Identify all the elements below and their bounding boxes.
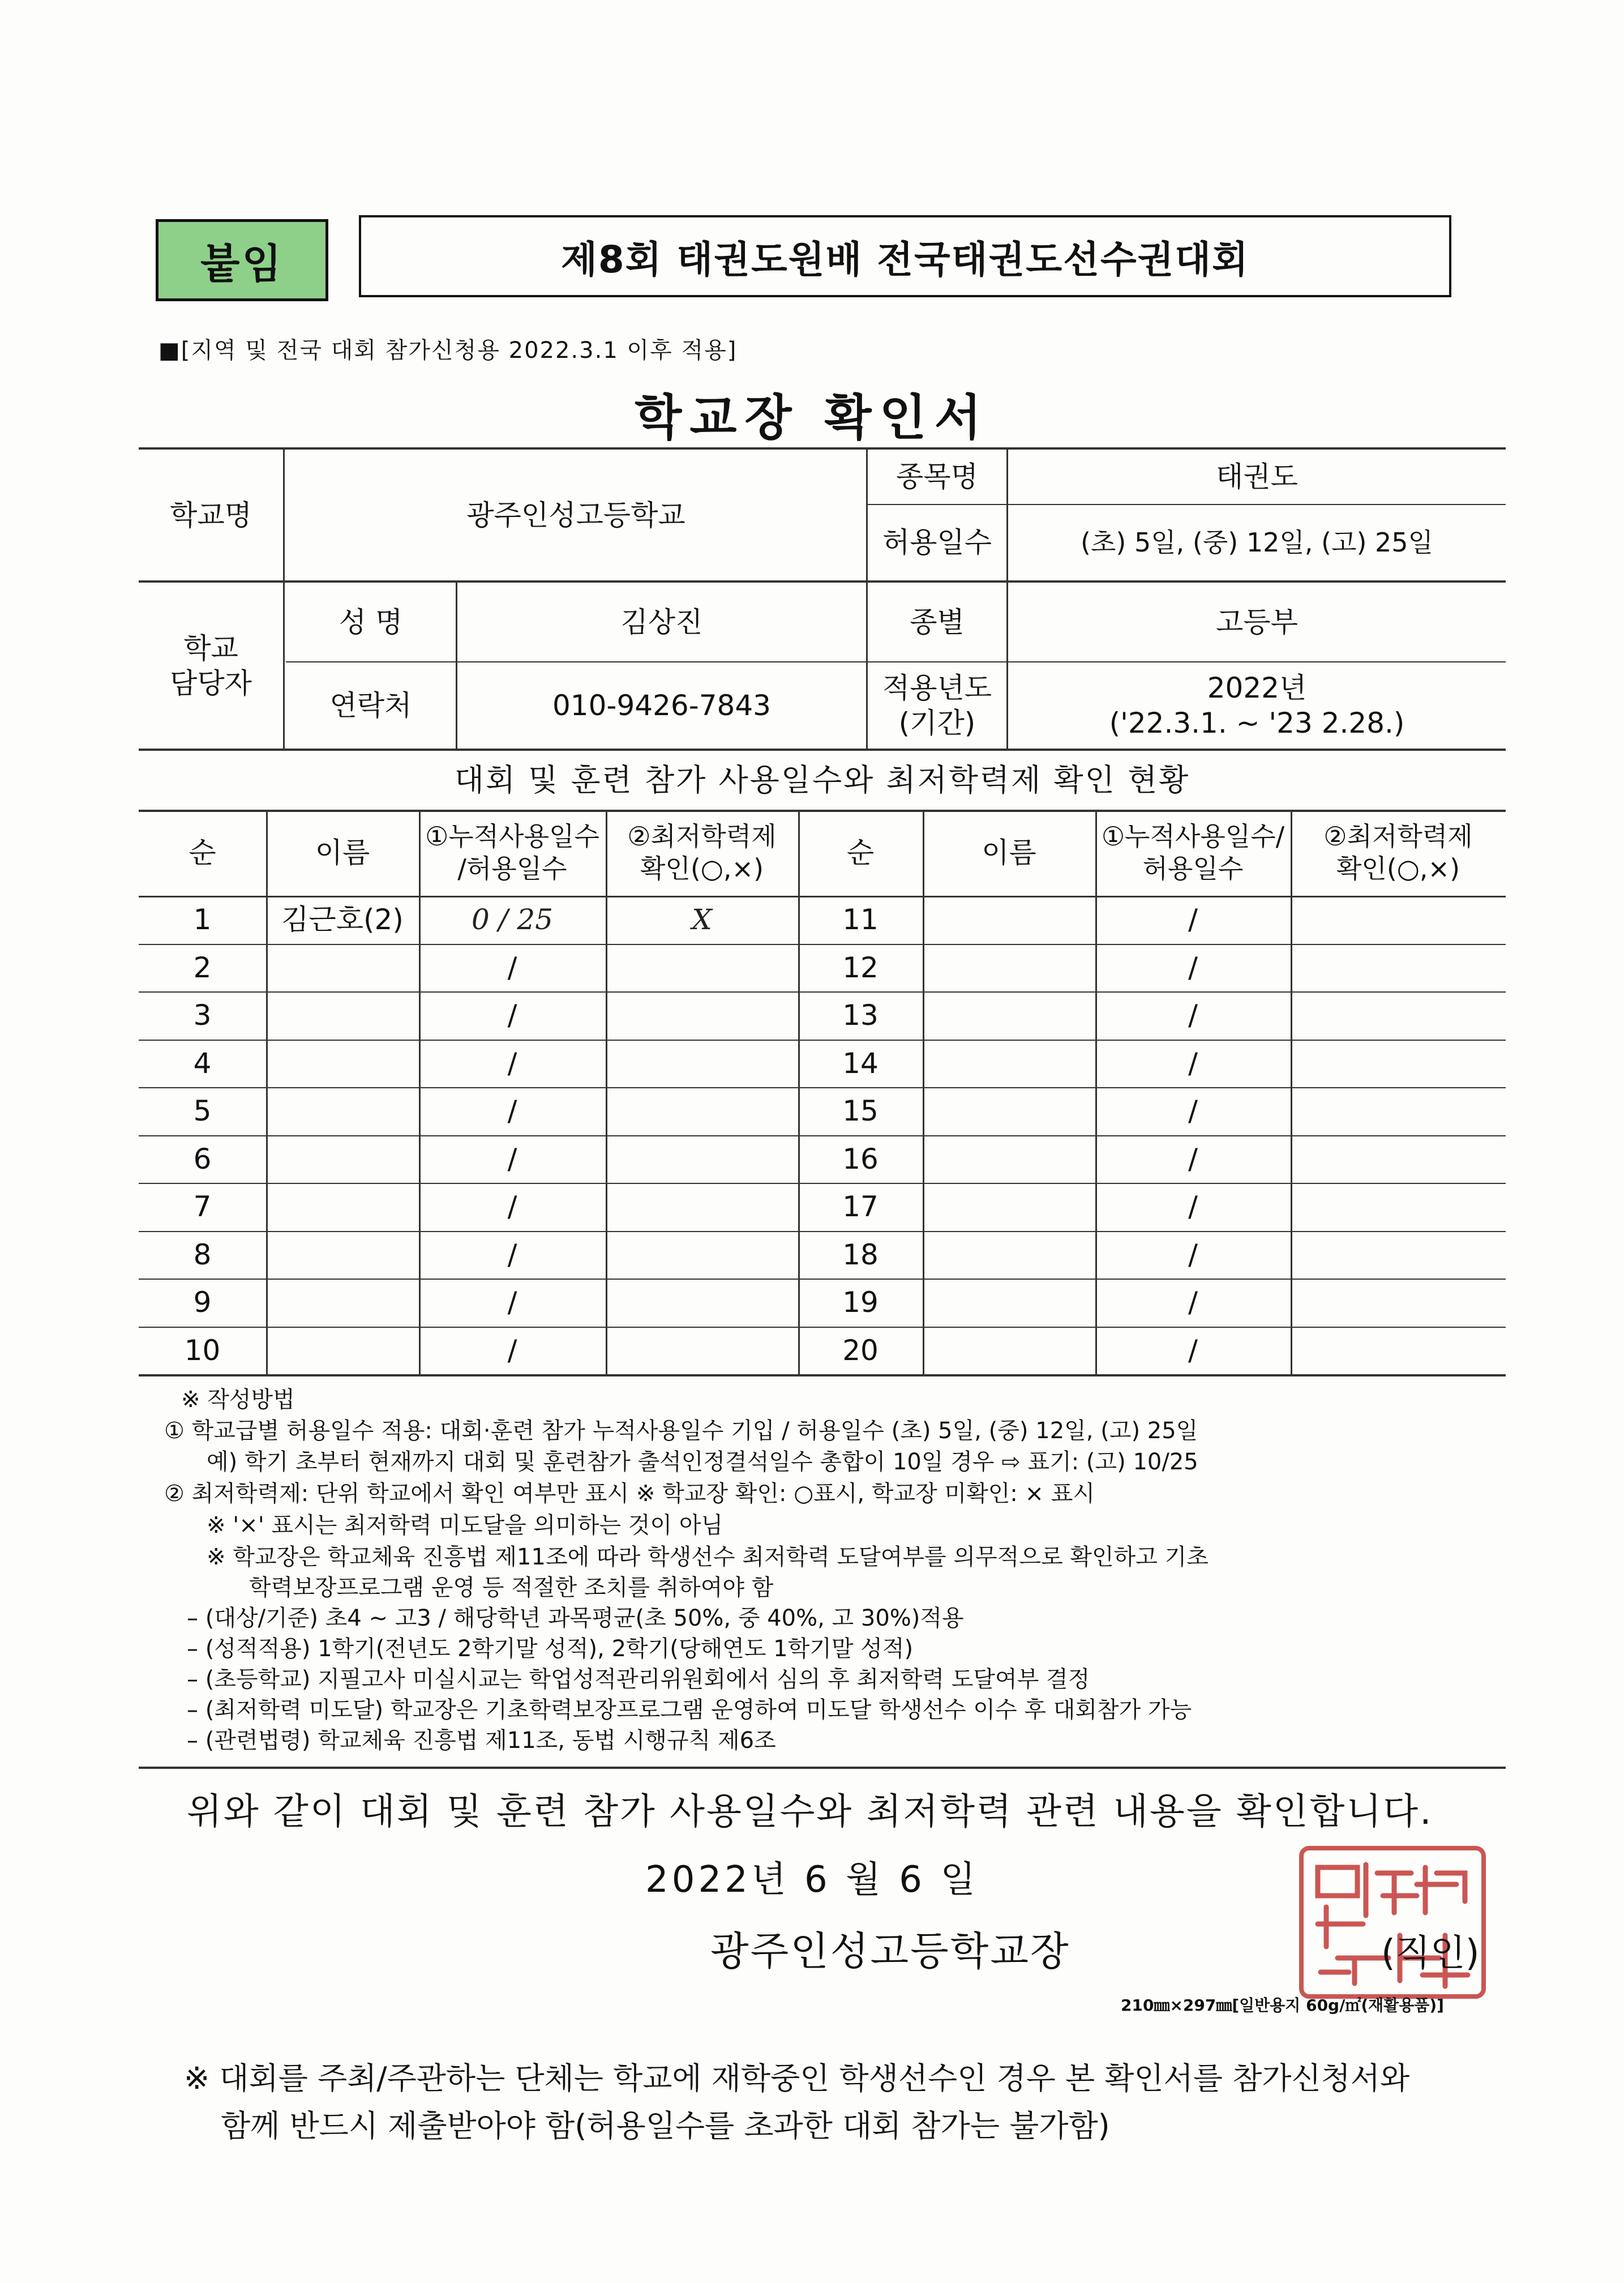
row-check-right	[1291, 1183, 1506, 1231]
row-seq: 10	[184, 1333, 221, 1367]
manager-name: 김상진	[620, 605, 703, 639]
note-principal-duty-cont: 학력보장프로그램 운영 등 적절한 조치를 취하여야 함	[249, 1575, 774, 1601]
period	[1008, 662, 1506, 749]
row-days: /	[507, 1046, 517, 1080]
period-label: 적용년도 (기간)	[882, 671, 992, 739]
row-seq-right: 13	[842, 999, 879, 1032]
row-name	[266, 991, 419, 1040]
attachment-badge-label: 붙임	[200, 240, 284, 288]
info-col-divider	[283, 448, 285, 749]
row-check-right	[1291, 1135, 1506, 1183]
row-check	[606, 1279, 798, 1327]
paper-spec: 210㎜×297㎜[일반용지 60g/㎡(재활용품)]	[1121, 1996, 1444, 2015]
row-days: /	[507, 999, 517, 1032]
attachment-badge	[156, 219, 328, 301]
row-name-right	[923, 1135, 1095, 1183]
row-seq: 3	[193, 999, 212, 1032]
row-days-right: /	[1188, 951, 1198, 984]
contact: 010-9426-7843	[552, 689, 771, 722]
header-days-right: ①누적사용일수/ 허용일수	[1101, 820, 1285, 884]
row-seq-right: 16	[842, 1142, 879, 1175]
row-seq: 4	[193, 1046, 212, 1080]
manager-label: 학교 담당자	[170, 631, 252, 700]
row-name-right	[923, 1327, 1095, 1375]
row-check: X	[692, 903, 712, 936]
notes-heading: ※ 작성방법	[181, 1387, 295, 1413]
usage-notice: ■[지역 및 전국 대회 참가신청용 2022.3.1 이후 적용]	[158, 337, 738, 364]
row-days-right: /	[1188, 903, 1198, 936]
division: 고등부	[1216, 605, 1298, 639]
school-name-label: 학교명	[170, 498, 252, 532]
row-days-right: /	[1188, 1046, 1198, 1080]
row-name-right	[923, 1087, 1095, 1135]
row-seq: 9	[193, 1286, 212, 1319]
note-elementary: – (초등학교) 지필고사 미실시교는 학업성적관리위원회에서 심의 후 최저학력 도달여부 결정	[187, 1666, 1090, 1692]
row-check-right	[1291, 944, 1506, 992]
header-name: 이름	[315, 836, 370, 869]
note-min-academic: ② 최저학력제: 단위 학교에서 확인 여부만 표시 ※ 학교장 확인: ○표시, 학교장 미확인: × 표시	[164, 1481, 1095, 1507]
competition-title-box	[359, 215, 1451, 297]
row-days-right: /	[1188, 1238, 1198, 1271]
row-seq: 7	[193, 1190, 212, 1223]
allowed-days-label: 허용일수	[882, 526, 992, 559]
period-year: 2022년	[1207, 671, 1307, 704]
row-name	[266, 944, 419, 992]
row-days-right: /	[1188, 1333, 1198, 1367]
row-name	[266, 1087, 419, 1135]
row-days: /	[507, 1238, 517, 1271]
period-range: ('22.3.1. ~ '23 2.28.)	[1109, 707, 1405, 739]
row-name-right	[923, 1279, 1095, 1327]
row-seq: 8	[193, 1238, 212, 1271]
row-seq-right: 12	[842, 951, 879, 984]
row-days: /	[507, 1286, 517, 1319]
header-check: ②최저학력제 확인(○,×)	[627, 820, 777, 884]
principal-signature-line: 광주인성고등학교장	[710, 1928, 1070, 1974]
row-name	[266, 1231, 419, 1279]
sport-label: 종목명	[896, 460, 978, 494]
row-name	[266, 1135, 419, 1183]
note-allowed-days-example: 예) 학기 초부터 현재까지 대회 및 훈련참가 출석인정결석일수 총합이 10일 경우 ⇨ 표기: (고) 10/25	[207, 1449, 1198, 1475]
row-check	[606, 1183, 798, 1231]
row-name	[266, 1040, 419, 1088]
row-name: 김근호(2)	[281, 903, 404, 936]
note-principal-duty: ※ 학교장은 학교체육 진흥법 제11조에 따라 학생선수 최저학력 도달여부를 의무적으로 확인하고 기초	[207, 1544, 1209, 1570]
row-check-right	[1291, 1279, 1506, 1327]
row-seq-right: 18	[842, 1238, 879, 1271]
row-name-right	[923, 944, 1095, 992]
row-check	[606, 1087, 798, 1135]
row-seq: 2	[193, 951, 212, 984]
division-label: 종별	[910, 605, 965, 639]
row-seq-right: 11	[842, 903, 879, 936]
info-table-top-rule	[139, 447, 1506, 450]
note-grade-application: – (성적적용) 1학기(전년도 2학기말 성적), 2학기(당해연도 1학기말 성적)	[187, 1636, 914, 1662]
row-seq-right: 19	[842, 1286, 879, 1319]
header-check-right: ②최저학력제 확인(○,×)	[1323, 820, 1473, 884]
row-days-right: /	[1188, 1142, 1198, 1175]
row-days-right: /	[1188, 999, 1198, 1032]
row-seq: 5	[193, 1095, 212, 1127]
row-seq-right: 15	[842, 1095, 879, 1127]
section-title: 대회 및 훈련 참가 사용일수와 최저학력제 확인 현황	[454, 762, 1190, 798]
note-x-meaning: ※ '×' 표시는 최저학력 미도달을 의미하는 것이 아님	[207, 1512, 723, 1538]
row-name	[266, 1183, 419, 1231]
row-days-right: /	[1188, 1190, 1198, 1223]
contact-label: 연락처	[329, 689, 412, 722]
confirmation-statement: 위와 같이 대회 및 훈련 참가 사용일수와 최저학력 관련 내용을 확인합니다.	[187, 1791, 1433, 1833]
row-check	[606, 1327, 798, 1375]
row-days: /	[507, 1095, 517, 1127]
note-related-law: – (관련법령) 학교체육 진흥법 제11조, 동법 시행규칙 제6조	[187, 1728, 776, 1754]
row-check-right	[1291, 896, 1506, 944]
row-name-right	[923, 1040, 1095, 1088]
document-title: 학교장 확인서	[635, 390, 989, 446]
row-seq: 6	[193, 1142, 212, 1175]
row-name-right	[923, 1183, 1095, 1231]
header-seq: 순	[188, 836, 216, 869]
row-days: /	[507, 1190, 517, 1223]
info-table-mid-rule	[139, 580, 1506, 583]
row-name-right	[923, 896, 1095, 944]
row-check-right	[1291, 1231, 1506, 1279]
note-allowed-days: ① 학교급별 허용일수 적용: 대회·훈련 참가 누적사용일수 기입 / 허용일수 (초) 5일, (중) 12일, (고) 25일	[164, 1418, 1198, 1444]
row-days-right: /	[1188, 1286, 1198, 1319]
row-check-right	[1291, 1040, 1506, 1088]
school-name: 광주인성고등학교	[466, 498, 685, 532]
row-check	[606, 1231, 798, 1279]
row-check-right	[1291, 991, 1506, 1040]
row-seq-right: 14	[842, 1046, 879, 1080]
row-days: 0 / 25	[471, 903, 554, 936]
row-check	[606, 944, 798, 992]
row-seq-right: 17	[842, 1190, 879, 1223]
row-days: /	[507, 1333, 517, 1367]
header-seq-right: 순	[846, 836, 875, 869]
row-seq: 1	[193, 903, 212, 936]
confirmation-rule	[139, 1767, 1506, 1769]
header-name-right: 이름	[982, 836, 1036, 869]
row-check	[606, 1135, 798, 1183]
footer-note-line2: 함께 반드시 제출받아야 함(허용일수를 초과한 대회 참가는 불가함)	[221, 2108, 1110, 2144]
note-not-reached: – (최저학력 미도달) 학교장은 기초학력보장프로그램 운영하여 미도달 학생선수 이수 후 대회참가 가능	[187, 1697, 1192, 1723]
row-days: /	[507, 951, 517, 984]
status-table-bottom-rule	[139, 1374, 1506, 1376]
competition-title: 제8회 태권도원배 전국태권도선수권대회	[561, 238, 1249, 281]
row-check-right	[1291, 1327, 1506, 1375]
row-days-right: /	[1188, 1095, 1198, 1127]
row-seq-right: 20	[842, 1333, 879, 1367]
sport: 태권도	[1216, 460, 1298, 494]
row-name-right	[923, 1231, 1095, 1279]
confirmation-date: 2022년 6 월 6 일	[645, 1859, 979, 1901]
header-days: ①누적사용일수 /허용일수	[425, 820, 599, 884]
official-seal-label: (직인)	[1381, 1933, 1480, 1974]
row-name-right	[923, 991, 1095, 1040]
row-check-right	[1291, 1087, 1506, 1135]
row-check	[606, 991, 798, 1040]
footer-note-line1: ※ 대회를 주최/주관하는 단체는 학교에 재학중인 학생선수인 경우 본 확인서를 참가신청서와	[184, 2060, 1410, 2096]
info-table-bottom-rule	[139, 749, 1506, 751]
allowed-days: (초) 5일, (중) 12일, (고) 25일	[1081, 527, 1433, 558]
row-check	[606, 1040, 798, 1088]
note-criteria: – (대상/기준) 초4 ~ 고3 / 해당학년 과목평균(초 50%, 중 40%, 고 30%)적용	[187, 1605, 964, 1631]
row-name	[266, 1327, 419, 1375]
row-days: /	[507, 1142, 517, 1175]
row-name	[266, 1279, 419, 1327]
name-label: 성 명	[338, 605, 403, 639]
